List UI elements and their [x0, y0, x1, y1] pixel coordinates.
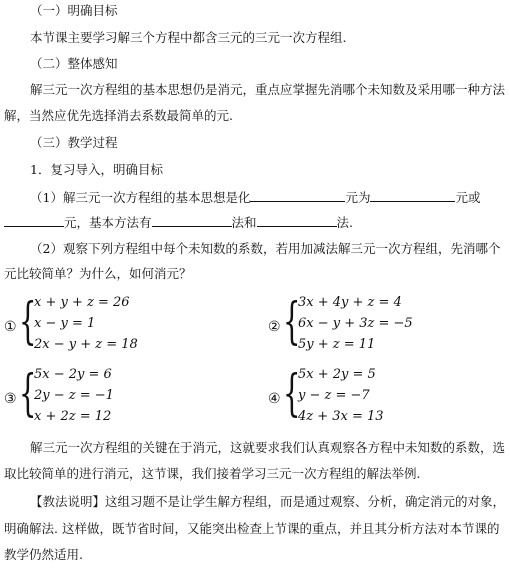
system-2-eq-1: 3x + 4y + z = 4: [298, 295, 402, 310]
blank-5[interactable]: [257, 214, 337, 227]
blank-4[interactable]: [152, 214, 232, 227]
blank-1[interactable]: [250, 189, 345, 202]
question-2-line-1: （2）观察下列方程组中每个未知数的系数，若用加减法解三元一次方程组，先消哪个: [30, 241, 501, 256]
system-3-number: ③: [4, 391, 17, 407]
equation-system-2: [268, 292, 498, 357]
step-1-heading: 1．复习导入，明确目标: [30, 162, 163, 177]
teaching-note-line-2: 明确解法. 这样做，既节省时间，又能突出检查上节课的重点，并且其分析方法对本节课的: [4, 521, 500, 536]
left-brace-icon: {: [19, 364, 37, 422]
summary-line-1: 解三元一次方程组的关键在于消元，这就要求我们认真观察各方程中未知数的系数，选: [30, 440, 506, 455]
q1-text-c: 元或: [455, 190, 481, 205]
section-2-title: （二）整体感知: [30, 56, 118, 71]
system-1-eq-3: 2x − y + z = 18: [34, 337, 138, 352]
system-3-eq-2: 2y − z = −1: [34, 388, 114, 403]
system-2-number: ②: [268, 319, 281, 335]
system-4-number: ④: [268, 391, 281, 407]
system-1-number: ①: [4, 319, 17, 335]
q1-text-a: （1）解三元一次方程组的基本思想是化: [30, 190, 251, 205]
question-1-line-1: [30, 189, 481, 206]
section-3-title: （三）教学过程: [30, 135, 118, 150]
system-1-eq-1: x + y + z = 26: [34, 295, 130, 310]
q1-text-d: 元，基本方法有: [64, 215, 152, 230]
teaching-note-line-3: 教学仍然适用.: [4, 547, 83, 562]
q1-text-e: 法和: [231, 215, 257, 230]
equation-system-4: [268, 364, 498, 429]
question-2-line-2: 元比较简单？为什么，如何消元？: [4, 266, 192, 281]
system-4-eq-3: 4z + 3x = 13: [298, 409, 384, 424]
system-4-eq-1: 5x + 2y = 5: [298, 367, 376, 382]
system-2-eq-3: 5y + z = 11: [298, 337, 376, 352]
system-2-eq-2: 6x − y + 3z = −5: [298, 316, 413, 331]
section-2-text-line-1: 解三元一次方程组的基本思想仍是消元，重点应掌握先消哪个未知数及采用哪一种方法: [30, 82, 506, 97]
equation-system-1: [4, 292, 224, 357]
system-3-eq-3: x + 2z = 12: [34, 409, 112, 424]
q1-text-f: 法.: [336, 215, 354, 230]
teaching-note-line-1: 【教法说明】这组习题不是让学生解方程组，而是通过观察、分析，确定消元的对象，: [30, 494, 506, 509]
summary-line-2: 取比较简单的进行消元，这节课，我们接着学习三元一次方程组的解法举例.: [4, 466, 421, 481]
section-1-title: （一）明确目标: [30, 3, 118, 18]
q1-text-b: 元为: [345, 190, 371, 205]
equation-system-3: [4, 364, 224, 429]
section-1-text: 本节课主要学习解三个方程中都含三元的三元一次方程组.: [30, 30, 347, 45]
section-2-text-line-2: 解，当然应优先选择消去系数最简单的元.: [4, 108, 233, 123]
left-brace-icon: {: [19, 292, 37, 350]
blank-3[interactable]: [4, 214, 64, 227]
blank-2[interactable]: [370, 189, 455, 202]
left-brace-icon: {: [283, 292, 301, 350]
system-4-eq-2: y − z = −7: [298, 388, 370, 403]
system-1-eq-2: x − y = 1: [34, 316, 96, 331]
question-1-line-2: [4, 214, 353, 231]
system-3-eq-1: 5x − 2y = 6: [34, 367, 112, 382]
left-brace-icon: {: [283, 364, 301, 422]
